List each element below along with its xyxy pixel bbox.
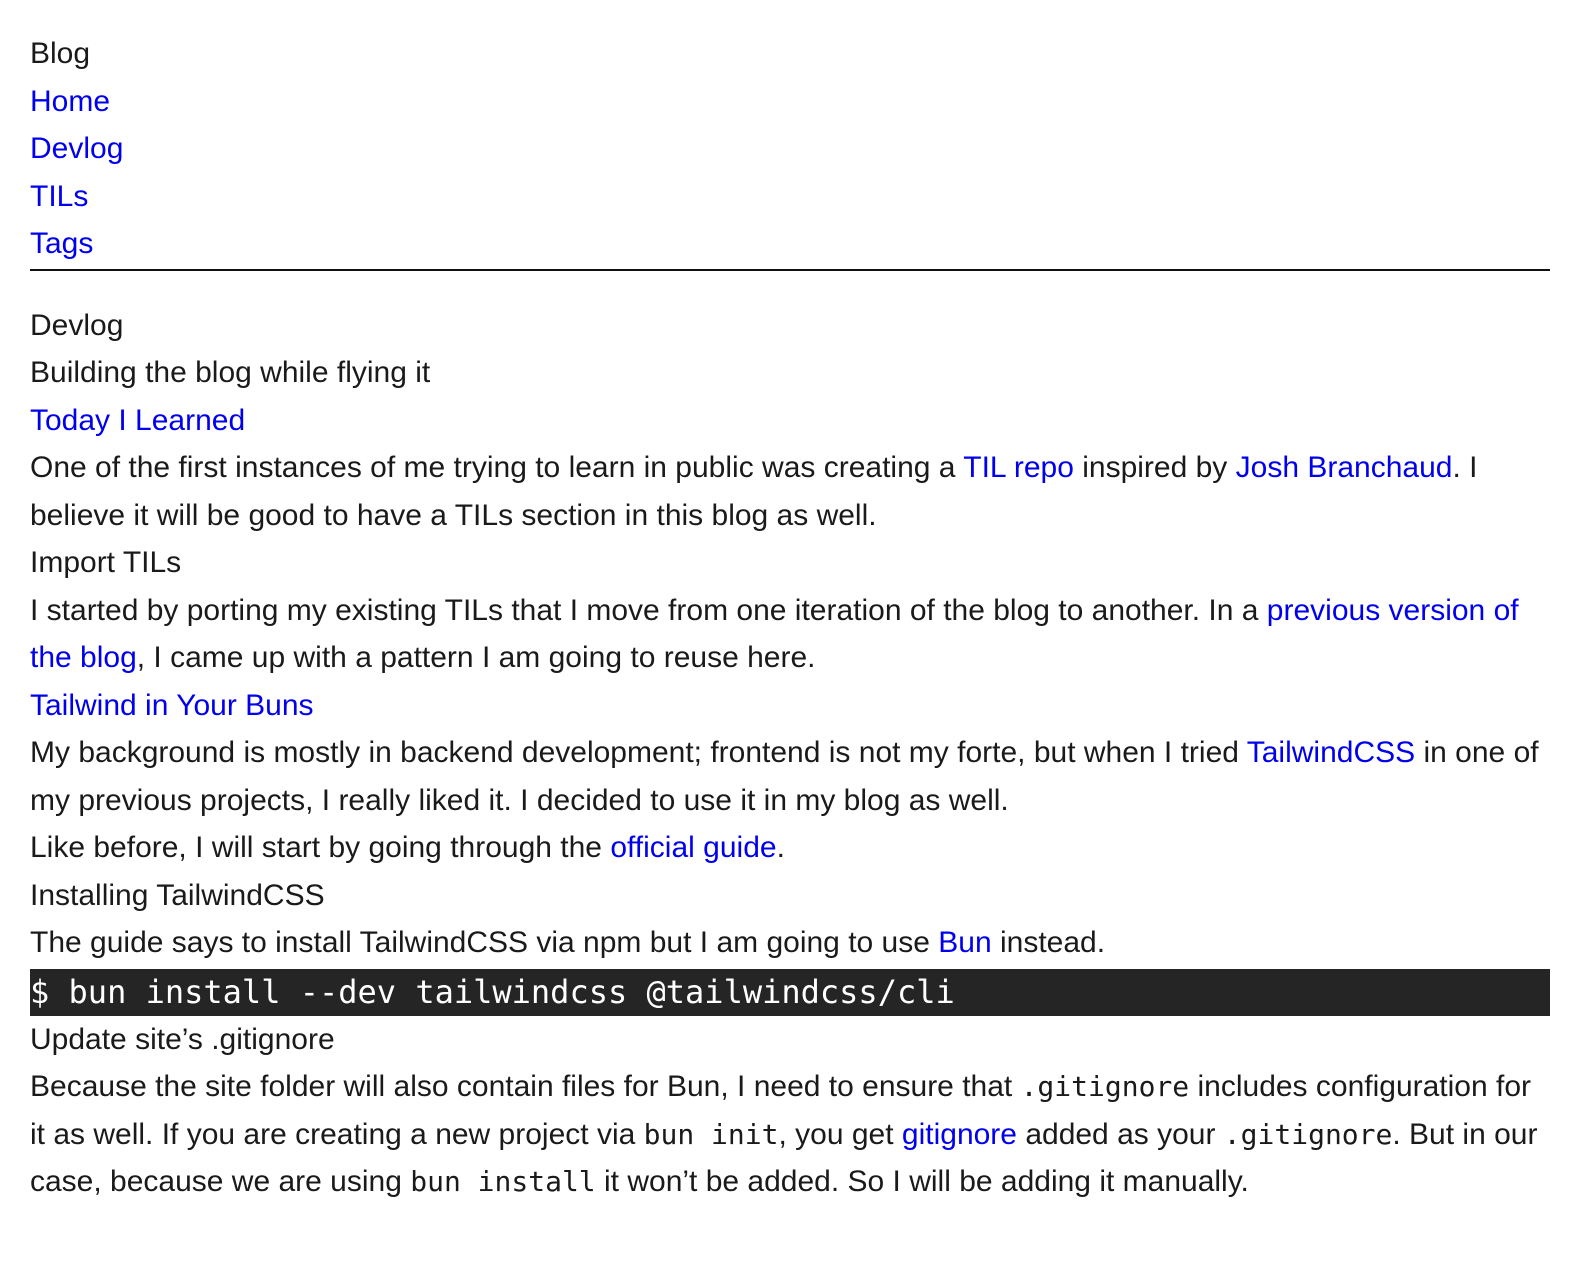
josh-branchaud-link[interactable]: Josh Branchaud [1235, 451, 1453, 484]
nav-tags-link[interactable]: Tags [30, 227, 94, 260]
text-run: The guide says to install TailwindCSS via npm but I am going to use [30, 926, 939, 959]
tailwind-paragraph-2 [30, 824, 1550, 872]
text-run: One of the first instances of me trying to learn in public was creating a [30, 451, 964, 484]
text-run: , you get [778, 1117, 902, 1151]
text-run: . But in our case, because we are using [30, 1117, 1538, 1198]
text-run: it won’t be added. So I will be adding it manually. [595, 1165, 1249, 1198]
inline-code: bun init [643, 1117, 779, 1151]
text-run: added as your [1016, 1117, 1224, 1151]
til-paragraph-2 [30, 587, 1550, 682]
text-run: instead. [991, 926, 1106, 959]
site-header [30, 30, 1550, 268]
nav-tils-link[interactable]: TILs [30, 179, 89, 213]
text-run: includes configuration for it as well. If you are creating a new project via [30, 1070, 1532, 1151]
text-run: . [776, 831, 785, 864]
inline-code: .gitignore [1223, 1117, 1393, 1151]
update-gitignore-heading: Update site’s .gitignore [30, 1022, 335, 1056]
post-subtitle: Building the blog while flying it [30, 356, 431, 389]
official-guide-link[interactable]: official guide [610, 831, 777, 864]
gitignore-link[interactable]: gitignore [901, 1117, 1017, 1151]
header-divider [30, 269, 1550, 271]
install-command-codeblock[interactable]: $ bun install --dev tailwindcss @tailwindcss/cli [30, 969, 1550, 1016]
text-run: My background is mostly in backend development; frontend is not my forte, but when I tried [30, 736, 1247, 769]
tailwindcss-link[interactable]: TailwindCSS [1246, 736, 1416, 769]
tailwind-paragraph-3 [30, 919, 1550, 967]
text-run: Because the site folder will also contain files for Bun, I need to ensure that [30, 1070, 1021, 1103]
text-run: . I believe it will be good to have a TILs section in this blog as well. [30, 451, 1478, 532]
import-tils-heading: Import TILs [30, 546, 182, 579]
installing-tailwind-heading: Installing TailwindCSS [30, 878, 325, 912]
inline-code: bun install [410, 1165, 596, 1198]
inline-code: .gitignore [1020, 1070, 1190, 1103]
til-repo-link[interactable]: TIL repo [963, 451, 1074, 484]
bun-link[interactable]: Bun [938, 926, 992, 959]
text-run: Like before, I will start by going through the [30, 831, 611, 864]
tailwind-paragraph-4 [30, 1063, 1550, 1206]
tailwind-paragraph-1 [30, 729, 1550, 824]
text-run: in one of my previous projects, I really liked it. I decided to use it in my blog as well. [30, 736, 1539, 817]
section-heading-tailwind-link[interactable]: Tailwind in Your Buns [30, 688, 314, 722]
site-nav [30, 78, 1550, 268]
section-heading-til-link[interactable]: Today I Learned [30, 403, 246, 437]
text-run: I started by porting my existing TILs that I move from one iteration of the blog to another. In a [30, 593, 1267, 627]
til-paragraph-1 [30, 444, 1550, 539]
text-run: inspired by [1073, 451, 1236, 484]
nav-devlog-link[interactable]: Devlog [30, 132, 124, 165]
site-title: Blog [30, 37, 91, 70]
text-run: , I came up with a pattern I am going to reuse here. [136, 641, 816, 674]
post-series-label: Devlog [30, 308, 124, 342]
previous-version-link[interactable]: previous version of the blog [30, 593, 1519, 674]
post-content [30, 302, 1550, 1206]
nav-home-link[interactable]: Home [30, 84, 111, 118]
